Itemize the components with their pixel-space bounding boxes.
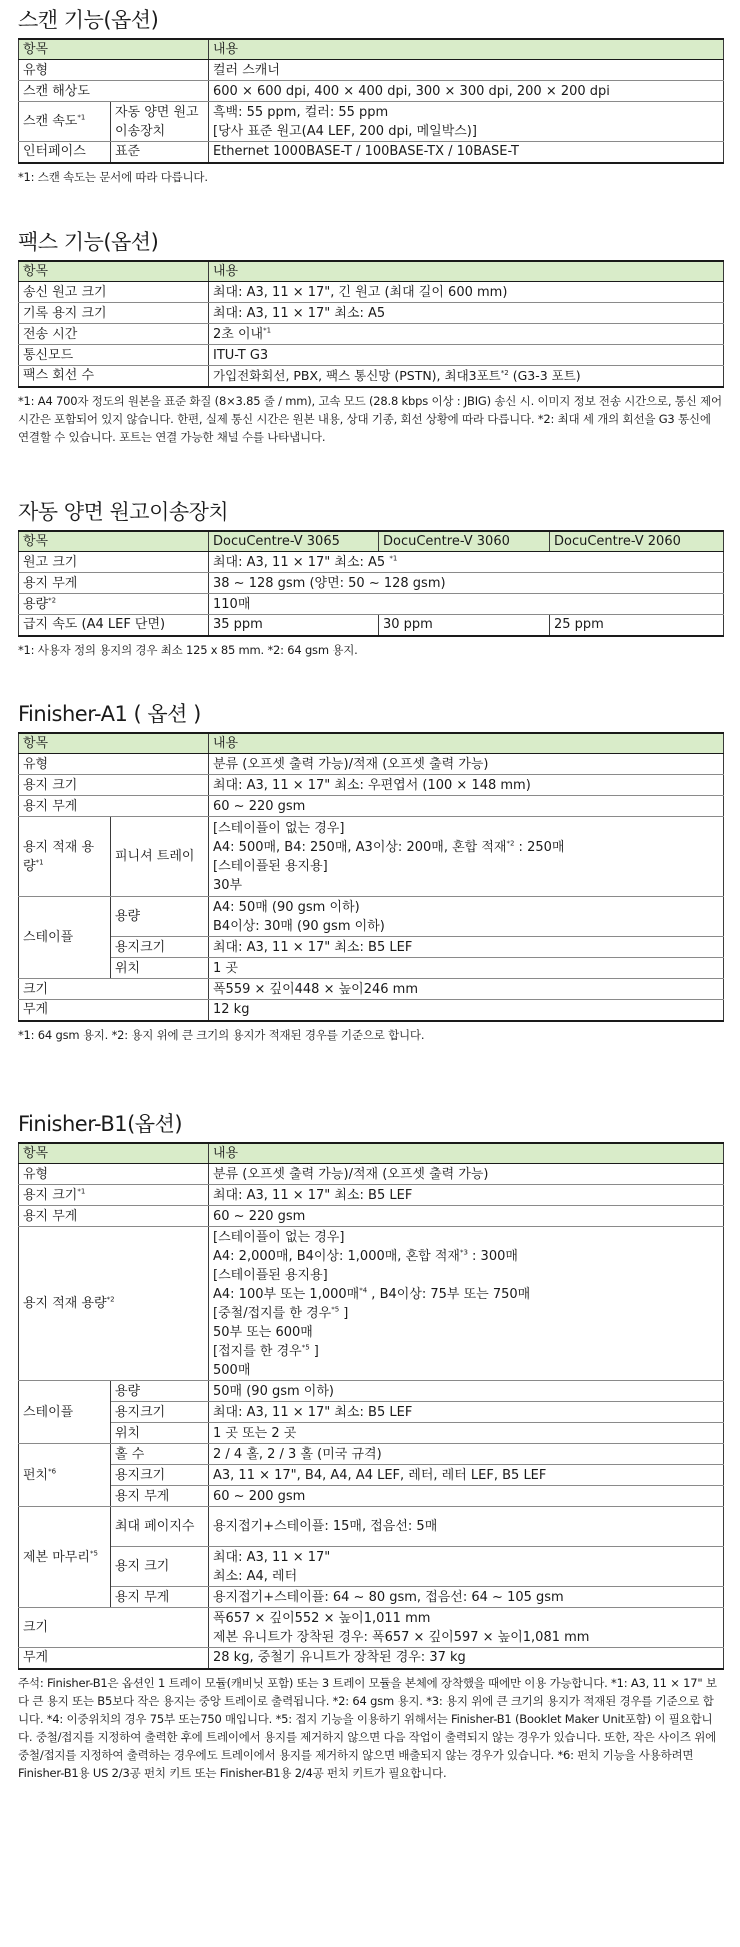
table-header: 항목 내용 bbox=[19, 733, 724, 754]
table-row: 펀치$^{*6}$ 홀 수 2 / 4 홀, 2 / 3 홀 (미국 규격) bbox=[19, 1444, 724, 1465]
table-row: 급지 속도 (A4 LEF 단면) 35 ppm 30 ppm 25 ppm bbox=[19, 615, 724, 636]
table-row: 송신 원고 크기 최대: A3, 11 × 17", 긴 원고 (최대 길이 600 mm) bbox=[19, 282, 724, 303]
table-row: 위치 1 곳 또는 2 곳 bbox=[19, 1423, 724, 1444]
table-row: 용량$^{*2}$ 110매 bbox=[19, 594, 724, 615]
adf-note: *1: 사용자 정의 용지의 경우 최소 125 x 85 mm. *2: 64 gsm 용지. bbox=[18, 642, 358, 657]
finisher-b1-table bbox=[18, 1142, 724, 1670]
table-row: 용지 무게 용지접기+스테이플: 64 ~ 80 gsm, 접음선: 64 ~ 105 gsm bbox=[19, 1587, 724, 1608]
table-row: 용지 무게 60 ~ 200 gsm bbox=[19, 1486, 724, 1507]
finisher-a1-title: Finisher-A1 ( 옵션 ) bbox=[18, 702, 201, 726]
table-row: 무게 28 kg, 중철기 유니트가 장착된 경우: 37 kg bbox=[19, 1648, 724, 1669]
table-row: 스캔 해상도 600 × 600 dpi, 400 × 400 dpi, 300 × 300 dpi, 200 × 200 dpi bbox=[19, 81, 724, 102]
table-row: 인터페이스 표준 Ethernet 1000BASE-T / 100BASE-TX / 10BASE-T bbox=[19, 142, 724, 163]
scan-title: 스캔 기능(옵션) bbox=[18, 8, 159, 32]
table-row: 용지 크기 최대: A3, 11 × 17" 최소: A4, 레터 bbox=[19, 1547, 724, 1587]
table-row: 통신모드 ITU-T G3 bbox=[19, 345, 724, 366]
table-row: 무게 12 kg bbox=[19, 1000, 724, 1021]
table-row: 제본 마무리$^{*5}$ 최대 페이지수 용지접기+스테이플: 15매, 접음선: 5매 bbox=[19, 1507, 724, 1547]
table-header: 항목 DocuCentre-V 3065 DocuCentre-V 3060 DocuCentre-V 2060 bbox=[19, 531, 724, 552]
table-row: 크기 폭657 × 깊이552 × 높이1,011 mm 제본 유니트가 장착된 경우: 폭657 × 깊이597 × 높이1,081 mm bbox=[19, 1608, 724, 1648]
table-row: 위치 1 곳 bbox=[19, 958, 724, 979]
table-row: 용지크기 최대: A3, 11 × 17" 최소: B5 LEF bbox=[19, 937, 724, 958]
table-header: 항목 내용 bbox=[19, 1143, 724, 1164]
table-row: 스테이플 용량 50매 (90 gsm 이하) bbox=[19, 1381, 724, 1402]
table-row: 유형 컬러 스캐너 bbox=[19, 60, 724, 81]
fax-section bbox=[18, 228, 724, 446]
table-row: 유형 분류 (오프셋 출력 가능)/적재 (오프셋 출력 가능) bbox=[19, 754, 724, 775]
scan-table bbox=[18, 38, 724, 164]
table-row: 유형 분류 (오프셋 출력 가능)/적재 (오프셋 출력 가능) bbox=[19, 1164, 724, 1185]
scan-section bbox=[18, 6, 724, 186]
finisher-a1-section bbox=[18, 700, 724, 1044]
scan-note: *1: 스캔 속도는 문서에 따라 다릅니다. bbox=[18, 169, 208, 184]
table-row: 팩스 회선 수 가입전화회선, PBX, 팩스 통신망 (PSTN), 최대3포트$^{*2}$ (G3-3 포트) bbox=[19, 366, 724, 387]
adf-table bbox=[18, 530, 724, 637]
table-header: 항목 내용 bbox=[19, 261, 724, 282]
table-row: 기록 용지 크기 최대: A3, 11 × 17" 최소: A5 bbox=[19, 303, 724, 324]
table-row: 전송 시간 2초 이내$^{*1}$ bbox=[19, 324, 724, 345]
table-row: 용지 크기 최대: A3, 11 × 17" 최소: 우편엽서 (100 × 148 mm) bbox=[19, 775, 724, 796]
finisher-b1-note: 주석: Finisher-B1은 옵션인 1 트레이 모듈(캐비닛 포함) 또는 3 트레이 모듈을 본체에 장착했을 때에만 이용 가능합니다. *1: A3, 11 × 17" 보다 큰 용지 또는 B5보다 작은 용지는 중앙 트레이로 출력됩니다. *2: 64 gsm 용지. *3: 용지 위에 큰 크기의 용지가 적재된 경우를 기준으로 합니다. *4: 이중위치의 경우 75부 또는750 매입니다. *5: 접지 기능을 이용하기 위해서는 Finisher-B1 (Booklet Maker Unit포함) 이 필요합니다. 중철/접지를 지정하여 출력한 후에 트레이에서 용지를 제거하지 않으면 다음 작업이 출력되지 않는 경우가 있습니다. 또한, 작은 사이즈 위에 중철/접지를 지정하여 출력하는 경우에도 트레이에서 용지를 제거하지 않으면 배출되지 않는 경우가 있습니다. *6: 펀치 기능을 사용하려면 Finisher-B1용 US 2/3공 펀치 키트 또는 Finisher-B1용 2/4공 펀치 키트가 필요합니다. bbox=[18, 1675, 717, 1780]
table-row: 용지 무게 60 ~ 220 gsm bbox=[19, 1206, 724, 1227]
adf-section bbox=[18, 498, 724, 659]
table-row: 용지 적재 용량$^{*1}$ 피니셔 트레이 [스테이플이 없는 경우] A4: 500매, B4: 250매, A3이상: 200매, 혼합 적재$^{*2}$ : 250매 [스테이플된 용지용] 30부 bbox=[19, 817, 724, 897]
finisher-a1-table bbox=[18, 732, 724, 1022]
table-header: 항목 내용 bbox=[19, 39, 724, 60]
finisher-b1-section bbox=[18, 1110, 724, 1782]
table-row: 스테이플 용량 A4: 50매 (90 gsm 이하) B4이상: 30매 (90 gsm 이하) bbox=[19, 897, 724, 937]
finisher-b1-title: Finisher-B1(옵션) bbox=[18, 1112, 183, 1136]
table-row: 용지크기 A3, 11 × 17", B4, A4, A4 LEF, 레터, 레터 LEF, B5 LEF bbox=[19, 1465, 724, 1486]
fax-title: 팩스 기능(옵션) bbox=[18, 230, 159, 254]
fax-table bbox=[18, 260, 724, 388]
table-row: 원고 크기 최대: A3, 11 × 17" 최소: A5 $^{*1}$ bbox=[19, 552, 724, 573]
table-row: 용지 무게 60 ~ 220 gsm bbox=[19, 796, 724, 817]
fax-note: *1: A4 700자 정도의 원본을 표준 화질 (8×3.85 줄 / mm), 고속 모드 (28.8 kbps 이상 : JBIG) 송신 시. 이미지 정보 전송 시간으로, 통신 제어 시간은 포함되어 있지 않습니다. 한편, 실제 통신 시간은 원본 내용, 상대 기종, 회선 상황에 따라 다릅니다. *2: 최대 세 개의 회선을 G3 통신에 연결할 수 있습니다. 포트는 연결 가능한 채널 수를 나타냅니다. bbox=[18, 393, 722, 444]
adf-title: 자동 양면 원고이송장치 bbox=[18, 500, 229, 524]
table-row: 용지 적재 용량$^{*2}$ [스테이플이 없는 경우] A4: 2,000매, B4이상: 1,000매, 혼합 적재$^{*3}$ : 300매 [스테이플된 용지용] A4: 100부 또는 1,000매$^{*4}$ , B4이상: 75부 또는 750매 [중철/접지를 한 경우$^{*5}$ ] 50부 또는 600매 [접지를 한 경우$^{*5}$ ] 500매 bbox=[19, 1227, 724, 1381]
table-row: 스캔 속도$^{*1}$ 자동 양면 원고이송장치 흑백: 55 ppm, 컬러: 55 ppm [당사 표준 원고(A4 LEF, 200 dpi, 메일박스)] bbox=[19, 102, 724, 142]
table-row: 크기 폭559 × 깊이448 × 높이246 mm bbox=[19, 979, 724, 1000]
table-row: 용지 무게 38 ~ 128 gsm (양면: 50 ~ 128 gsm) bbox=[19, 573, 724, 594]
finisher-a1-note: *1: 64 gsm 용지. *2: 용지 위에 큰 크기의 용지가 적재된 경우를 기준으로 합니다. bbox=[18, 1027, 425, 1042]
table-row: 용지크기 최대: A3, 11 × 17" 최소: B5 LEF bbox=[19, 1402, 724, 1423]
table-row: 용지 크기$^{*1}$ 최대: A3, 11 × 17" 최소: B5 LEF bbox=[19, 1185, 724, 1206]
